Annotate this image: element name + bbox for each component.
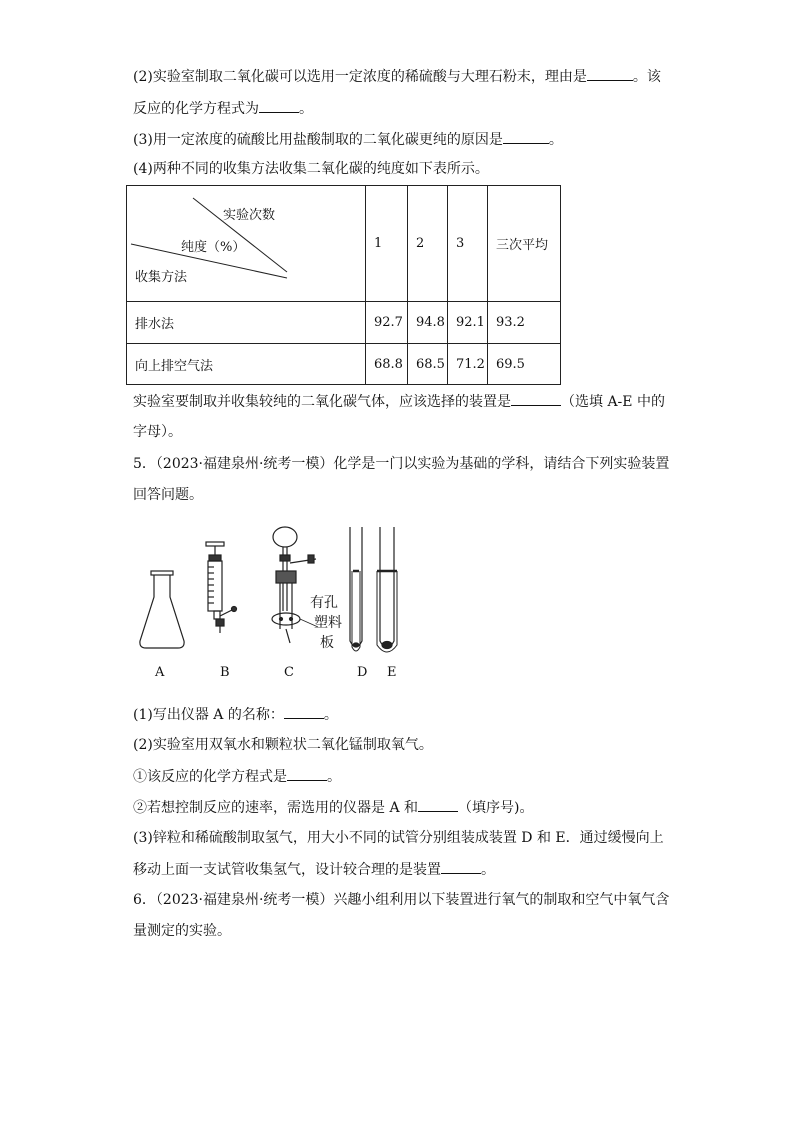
value-cell: 94.8	[408, 302, 448, 344]
table-header-row	[127, 186, 561, 302]
diagonal-header-cell	[127, 186, 366, 302]
value-cell: 68.5	[408, 344, 448, 385]
q4-part2-line1: (2)实验室制取二氧化碳可以选用一定浓度的稀硫酸与大理石粉末，理由是 。该	[133, 66, 661, 87]
column-header: 1	[366, 186, 408, 302]
method-cell: 排水法	[127, 302, 366, 344]
q6-stem-line1: 6．（2023·福建泉州·统考一模）兴趣小组利用以下装置进行氧气的制取和空气中氧气含	[133, 892, 670, 908]
answer-blank[interactable]	[284, 704, 324, 719]
separatory-funnel-icon	[272, 527, 318, 643]
test-tube-set-e-icon	[377, 527, 397, 652]
table-row	[127, 344, 561, 385]
value-cell: 92.7	[366, 302, 408, 344]
value-cell: 68.8	[366, 344, 408, 385]
syringe-icon	[206, 542, 237, 633]
erlenmeyer-flask-icon	[140, 571, 184, 648]
plate-label-line1: 有孔	[310, 595, 338, 611]
q4-part4-line: (4)两种不同的收集方法收集二氧化碳的纯度如下表所示。	[133, 161, 489, 177]
q6-stem-line2: 量测定的实验。	[133, 923, 231, 939]
test-tube-set-d-icon	[350, 527, 362, 651]
q5-p3-line2: 移动上面一支试管收集氢气，设计较合理的是装置 。	[133, 859, 495, 880]
column-header: 三次平均	[488, 186, 561, 302]
answer-blank[interactable]	[503, 129, 549, 144]
q5-p2-2-line: ②若想控制反应的速率，需选用的仪器是 A 和 （填序号)。	[133, 797, 533, 818]
apparatus-figure	[130, 515, 430, 685]
q5-stem-line2: 回答问题。	[133, 487, 203, 503]
answer-blank[interactable]	[441, 859, 481, 874]
answer-blank[interactable]	[287, 766, 327, 781]
answer-blank[interactable]	[587, 66, 633, 81]
q4-part3-line: (3)用一定浓度的硫酸比用盐酸制取的二氧化碳更纯的原因是 。	[133, 129, 563, 150]
figure-label-c: C	[284, 665, 294, 680]
column-header: 3	[448, 186, 488, 302]
answer-blank[interactable]	[259, 98, 299, 113]
plate-label-line3: 板	[320, 635, 334, 651]
table-row	[127, 302, 561, 344]
figure-label-a: A	[155, 665, 165, 680]
q4-after-line1: 实验室要制取并收集较纯的二氧化碳气体，应该选择的装置是 （选填 A-E 中的	[133, 391, 665, 412]
figure-label-b: B	[220, 665, 230, 680]
q4-part2-line2: 反应的化学方程式为 。	[133, 98, 313, 119]
figure-label-e: E	[387, 665, 397, 680]
value-cell: 92.1	[448, 302, 488, 344]
q5-p3-line1: (3)锌粒和稀硫酸制取氢气，用大小不同的试管分别组装成装置 D 和 E．通过缓慢向上	[133, 830, 664, 846]
answer-blank[interactable]	[418, 797, 458, 812]
q5-stem-line1: 5．（2023·福建泉州·统考一模）化学是一门以实验为基础的学科，请结合下列实验装置	[133, 456, 670, 472]
plate-label-line2: 塑料	[314, 615, 342, 631]
header-experiment-count: 实验次数	[223, 208, 276, 223]
apparatus-drawings	[130, 515, 430, 665]
value-cell: 93.2	[488, 302, 561, 344]
figure-label-d: D	[357, 665, 368, 680]
column-header: 2	[408, 186, 448, 302]
q4-after-line2: 字母）。	[133, 424, 182, 440]
value-cell: 71.2	[448, 344, 488, 385]
method-cell: 向上排空气法	[127, 344, 366, 385]
q5-p2-1-line: ①该反应的化学方程式是 。	[133, 766, 341, 787]
header-purity: 纯度（%）	[181, 240, 246, 255]
q5-p1-line: (1)写出仪器 A 的名称： 。	[133, 704, 338, 725]
value-cell: 69.5	[488, 344, 561, 385]
q5-p2-line: (2)实验室用双氧水和颗粒状二氧化锰制取氧气。	[133, 737, 433, 753]
purity-table	[126, 185, 561, 385]
answer-blank[interactable]	[511, 391, 561, 406]
header-method: 收集方法	[135, 270, 188, 285]
